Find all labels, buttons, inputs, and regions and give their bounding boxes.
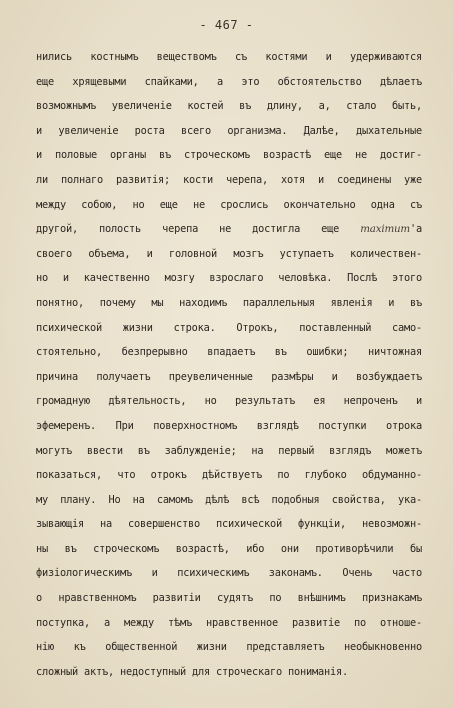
text-fragment: другой, полость черепа не достигла еще <box>36 223 340 236</box>
text-line: о нравственномъ развитіи судятъ по внѣшнимъ признакамъ <box>36 592 422 605</box>
text-line: и увеличеніе роста всего организма. Далѣе, дыхательные <box>36 124 422 137</box>
text-line: ли полнаго развитія; кости черепа, хотя и соединены уже <box>36 173 422 186</box>
text-line: возможнымъ увеличеніе костей въ длину, а, стало быть, <box>36 100 422 113</box>
body-text <box>36 45 422 684</box>
text-line: эфемеренъ. При поверхностномъ взглядѣ поступки отрока <box>36 419 422 432</box>
text-line: своего объема, и головной мозгъ уступаетъ количествен- <box>36 247 422 260</box>
text-line: му плану. Но на самомъ дѣлѣ всѣ подобныя свойства, ука- <box>36 493 422 506</box>
text-line: громадную дѣятельность, но результатъ ея непроченъ и <box>36 395 422 408</box>
text-line: между собою, но еще не срослись окончательно одна съ <box>36 198 422 211</box>
text-line: поступка, а между тѣмъ нравственное развитіе по отноше- <box>36 616 422 629</box>
text-line: сложный актъ, недоступный для строческаго пониманія. <box>36 665 348 678</box>
text-line: нію къ общественной жизни представляетъ необыкновенно <box>36 641 422 654</box>
text-line: могутъ ввести въ заблужденіе; на первый взглядъ можетъ <box>36 444 422 457</box>
text-line: зывающія на совершенство психической функціи, невозможн- <box>36 518 422 531</box>
text-line: но и качественно мозгу взрослаго человѣка. Послѣ этого <box>36 272 422 285</box>
text-line: психической жизни строка. Отрокъ, поставленный само- <box>36 321 422 334</box>
text-line: физіологическимъ и психическимъ законамъ. Очень часто <box>36 567 422 580</box>
text-line: понятно, почему мы находимъ параллельныя явленія и въ <box>36 296 422 309</box>
text-line: нились костнымъ веществомъ съ костями и удерживаются <box>36 51 422 63</box>
handwritten-insertion: maximum <box>360 223 410 236</box>
text-line: еще хрящевыми спайками, а это обстоятельство дѣлаетъ <box>36 75 422 88</box>
handwritten-suffix: 'а <box>410 223 422 236</box>
text-line: стоятельно, безпрерывно впадаетъ въ ошибки; ничтожная <box>36 346 422 359</box>
text-line: ны въ строческомъ возрастѣ, ибо они противорѣчили бы <box>36 542 422 555</box>
text-line: причина получаетъ преувеличенные размѣры и возбуждаетъ <box>36 370 422 383</box>
text-line: показаться, что отрокъ дѣйствуетъ по глубоко обдуманно- <box>36 469 422 482</box>
text-line: и половые органы въ строческомъ возрастѣ еще не достиг- <box>36 149 422 162</box>
page-number: - 467 - <box>199 18 254 32</box>
text-line-with-handwriting <box>36 217 422 242</box>
